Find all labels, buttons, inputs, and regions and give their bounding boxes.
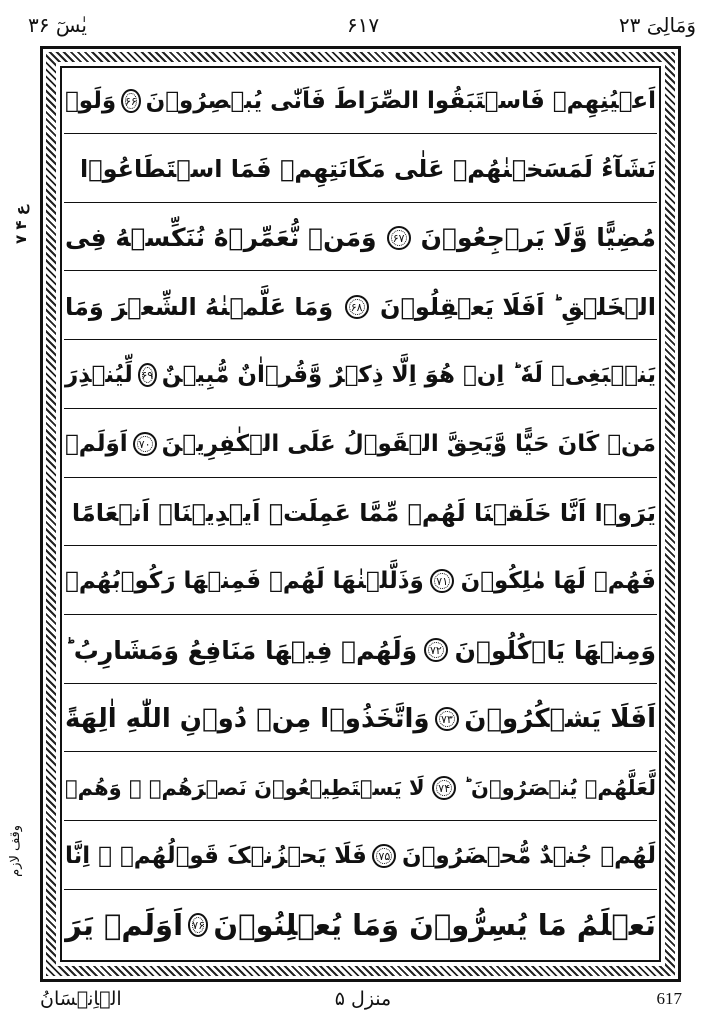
verse-text: اَفَلَا یَشۡکُرُوۡنَ [464,703,656,734]
ayah-number-marker: ۷۲ [424,638,448,662]
ayah-number-marker: ۷۳ [435,707,459,731]
verse-text: لَّعَلَّهُمۡ یُنۡصَرُوۡنَ ؕ [463,775,656,800]
ayah-number-marker: ۶۷ [387,226,411,250]
page-number: 617 [656,989,682,1008]
verse-text: نَشَآءُ لَمَسَخۡنٰهُمۡ عَلٰی مَکَانَتِهِمۡ فَمَا اسۡتَطَاعُوۡا [79,155,656,184]
ayah-number-marker: ۶۶ [121,89,140,113]
ayah-number-marker: ۷۱ [430,569,454,593]
page-number-urdu: ۶۱۷ [346,13,380,37]
verse-text: یَرَوۡا اَنَّا خَلَقۡنَا لَهُمۡ مِّمَّا عَمِلَتۡ اَیۡدِیۡنَاۤ اَنۡعَامًا [71,498,656,527]
verse-line [64,412,657,478]
para-name: وَمَالِیَ ۲۳ [618,13,696,37]
verse-line [64,549,657,615]
ayah-number-marker: ۷۰ [133,432,157,456]
verse-text: اَعۡیُنِهِمۡ فَاسۡتَبَقُوا الصِّرَاطَ فَاَنّٰی یُبۡصِرُوۡنَ [145,87,656,114]
verse-text: اَوَلَمۡ یَرَ [65,908,184,943]
verse-text: اَوَلَمۡ [65,431,128,457]
verse-text: مَنۡ کَانَ حَیًّا وَّیَحِقَّ الۡقَوۡلُ عَلَی الۡکٰفِرِیۡنَ [161,431,656,457]
verse-line [64,480,657,546]
manzil-label: منزل ۵ [334,988,392,1010]
verse-line [64,824,657,890]
verse-text: وَاتَّخَذُوۡا مِنۡ دُوۡنِ اللّٰهِ اٰلِهَةً [65,703,430,734]
verse-line [64,755,657,821]
verse-line [64,274,657,340]
verse-text: فَلَا یَحۡزُنۡکَ قَوۡلُهُمۡ ۘ اِنَّا [65,843,367,870]
verse-line [64,68,657,134]
verse-line [64,618,657,684]
verse-line [64,343,657,409]
verse-text: وَلَوۡ [65,87,117,114]
verse-text: وَذَلَّلۡنٰهَا لَهُمۡ فَمِنۡهَا رَکُوۡبُهُمۡ [65,568,424,595]
verse-text: لِّیُنۡذِرَ [65,362,133,389]
verse-line [64,205,657,271]
ayah-number-marker: ۶۸ [345,295,369,319]
verse-text: یَنۡۢبَغِیۡ لَهٗ ؕ اِنۡ هُوَ اِلَّا ذِکۡرٌ وَّقُرۡاٰنٌ مُّبِیۡنٌ [161,362,656,389]
verse-text: مُضِیًّا وَّلَا یَرۡجِعُوۡنَ [420,223,656,253]
ayah-number-marker: ۷۶ [188,913,208,937]
verse-text: وَلَهُمۡ فِیۡهَا مَنَافِعُ وَمَشَارِبُ ؕ [65,635,418,665]
ayah-number-marker: ۶۹ [138,363,157,387]
ruku-mark: ع ۴ ۷ [12,205,30,245]
verse-text: وَمَا عَلَّمۡنٰهُ الشِّعۡرَ وَمَا [65,292,334,321]
surah-name: یٰسٓ ۳۶ [28,13,87,37]
waqf-note: وقف لازم [8,825,23,877]
verse-text: الۡخَلۡقِ ؕ اَفَلَا یَعۡقِلُوۡنَ [380,292,656,321]
verse-line [64,686,657,752]
catchword: الۡاِنۡسَانُ [40,988,122,1010]
verse-text: لَا یَسۡتَطِیۡعُوۡنَ نَصۡرَهُمۡ ۙ وَهُمۡ [65,775,425,800]
ayah-number-marker: ۷۴ [432,776,456,800]
verse-text: وَمَنۡ نُّعَمِّرۡهُ نُنَکِّسۡهُ فِی [65,223,377,253]
verse-line [64,137,657,203]
verse-text: فَهُمۡ لَهَا مٰلِکُوۡنَ [460,568,656,595]
verse-text: نَعۡلَمُ مَا یُسِرُّوۡنَ وَمَا یُعۡلِنُوۡنَ [213,908,656,943]
verse-text: لَهُمۡ جُنۡدٌ مُّحۡضَرُوۡنَ [401,843,656,870]
ayah-number-marker: ۷۵ [372,844,396,868]
verse-text: وَمِنۡهَا یَاۡکُلُوۡنَ [454,635,656,665]
verse-line [64,892,657,958]
